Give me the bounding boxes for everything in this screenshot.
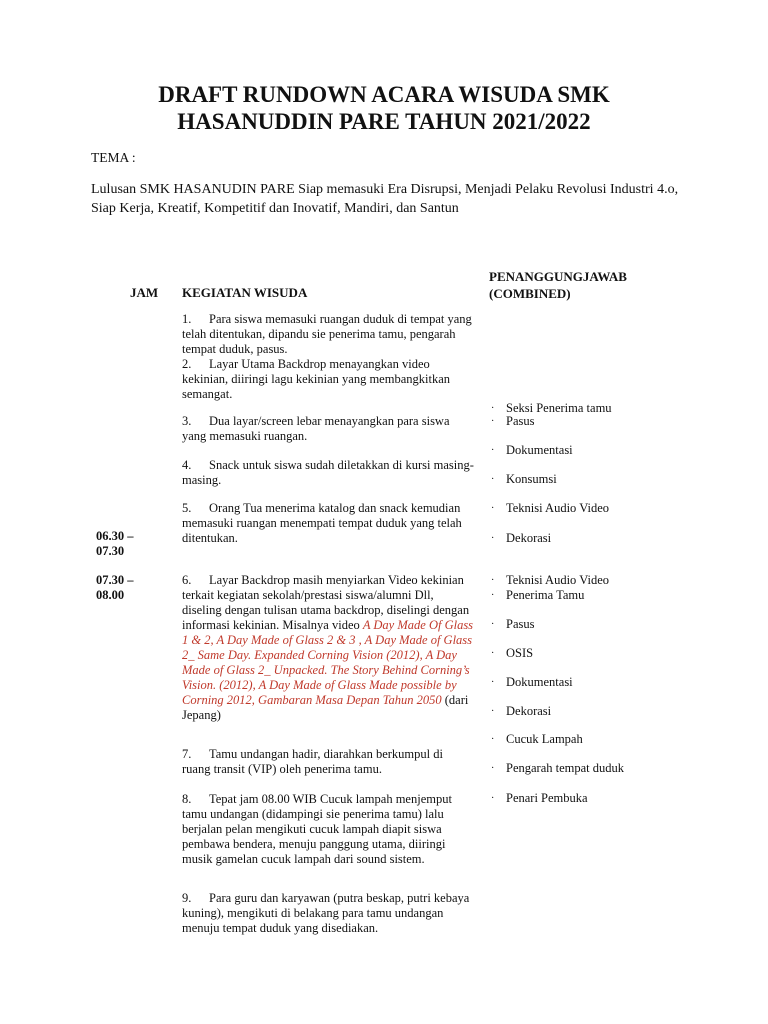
activity-item-6 <box>182 573 474 723</box>
activity-number: 6. <box>182 573 192 587</box>
pj-item: · Seksi Penerima tamu <box>491 401 612 415</box>
theme-text: Lulusan SMK HASANUDIN PARE Siap memasuki Era Disrupsi, Menjadi Pelaku Revolusi Industri 4.o, Siap Kerja, Kreatif, Kompetitif dan Inovatif, Mandiri, dan Santun <box>91 182 679 216</box>
video-titles: A Day Made Of Glass 1 & 2, A Day Made of Glass 2 & 3 , A Day Made of Glass 2_ Same Day. Expanded Corning Vision (2012), A Day Made of Glass 2_ Unpacked. The Story Behind Corning’s Vision. (2012), A Day Made of Glass Made possible by Corning 2012, Gambaran Masa Depan Tahun 2050 <box>182 618 474 707</box>
activity-item-5 <box>182 501 474 546</box>
header-pj-line-1: PENANGGUNGJAWAB <box>489 269 627 284</box>
activity-text: Dua layar/screen lebar menayangkan para siswa yang memasuki ruangan. <box>182 414 450 443</box>
time-slot-1-start: 06.30 – <box>96 529 134 543</box>
activity-number: 1. <box>182 312 192 326</box>
activity-number: 7. <box>182 747 192 761</box>
pj-item: · OSIS <box>491 646 534 660</box>
pj-item: · Pasus <box>491 414 535 428</box>
document-title <box>0 81 768 135</box>
pj-item: · Dekorasi <box>491 531 552 545</box>
title-line-1: DRAFT RUNDOWN ACARA WISUDA SMK <box>158 82 610 107</box>
activity-item-8 <box>182 792 474 867</box>
activity-text: Orang Tua menerima katalog dan snack kemudian memasuki ruangan menempati tempat duduk yang telah ditentukan. <box>182 501 462 545</box>
pj-item: · Teknisi Audio Video <box>491 501 610 515</box>
activity-text: Layar Utama Backdrop menayangkan video kekinian, diiringi lagu kekinian yang membangkitkan semangat. <box>182 357 450 401</box>
activity-text: Para guru dan karyawan (putra beskap, putri kebaya kuning), mengikuti di belakang para tamu undangan menuju tempat duduk yang disediakan. <box>182 891 470 935</box>
activity-number: 8. <box>182 792 192 806</box>
time-slot-2-end: 08.00 <box>96 588 125 602</box>
activity-number: 4. <box>182 458 192 472</box>
activity-item-9 <box>182 891 474 936</box>
time-slot-1-end: 07.30 <box>96 544 125 558</box>
pj-item: · Konsumsi <box>491 472 557 486</box>
pj-item: · Teknisi Audio Video <box>491 573 610 587</box>
activity-item-2 <box>182 357 474 402</box>
activity-item-4 <box>182 458 474 488</box>
activity-number: 9. <box>182 891 192 905</box>
header-pj-line-2: (COMBINED) <box>489 286 571 301</box>
pj-item: · Cucuk Lampah <box>491 732 583 746</box>
pj-item: · Penari Pembuka <box>491 791 588 805</box>
activity-number: 2. <box>182 357 192 371</box>
activity-number: 5. <box>182 501 192 515</box>
header-jam: JAM <box>130 285 159 300</box>
activity-text: Para siswa memasuki ruangan duduk di tempat yang telah ditentukan, dipandu sie penerima tamu, pengarah tempat duduk, pasus. <box>182 312 472 356</box>
pj-item: · Pengarah tempat duduk <box>491 761 625 775</box>
header-kegiatan: KEGIATAN WISUDA <box>182 285 308 300</box>
activity-text: Snack untuk siswa sudah diletakkan di kursi masing-masing. <box>182 458 474 487</box>
activity-text: Layar Backdrop masih menyiarkan Video kekinian terkait kegiatan sekolah/prestasi siswa/alumni Dll, diseling dengan tulisan utama backdrop, diselingi dengan informasi kekinian. Misalnya video <box>182 573 470 632</box>
pj-item: · Dekorasi <box>491 704 552 718</box>
pj-item: · Dokumentasi <box>491 675 573 689</box>
activity-item-7 <box>182 747 474 777</box>
activity-text: Tamu undangan hadir, diarahkan berkumpul di ruang transit (VIP) oleh penerima tamu. <box>182 747 443 776</box>
time-slot-2-start: 07.30 – <box>96 573 134 587</box>
pj-item: · Penerima Tamu <box>491 588 585 602</box>
activity-text-tail: (dari Jepang) <box>182 693 469 722</box>
pj-item: · Dokumentasi <box>491 443 573 457</box>
tema-label: TEMA : <box>91 150 136 165</box>
activity-item-1 <box>182 312 474 357</box>
time-slot-1 <box>96 529 134 559</box>
time-slot-2 <box>96 573 134 603</box>
pj-item: · Pasus <box>491 617 535 631</box>
activity-item-3 <box>182 414 474 444</box>
header-penanggungjawab <box>489 268 627 302</box>
title-line-2: HASANUDDIN PARE TAHUN 2021/2022 <box>177 109 591 134</box>
activity-number: 3. <box>182 414 192 428</box>
activity-text: Tepat jam 08.00 WIB Cucuk lampah menjemput tamu undangan (didampingi sie penerima tamu) lalu berjalan pelan mengikuti cucuk lampah diapit siswa pembawa bendera, menuju panggung utama, diiringi musik gamelan cucuk lampah dari sound sistem. <box>182 792 452 866</box>
